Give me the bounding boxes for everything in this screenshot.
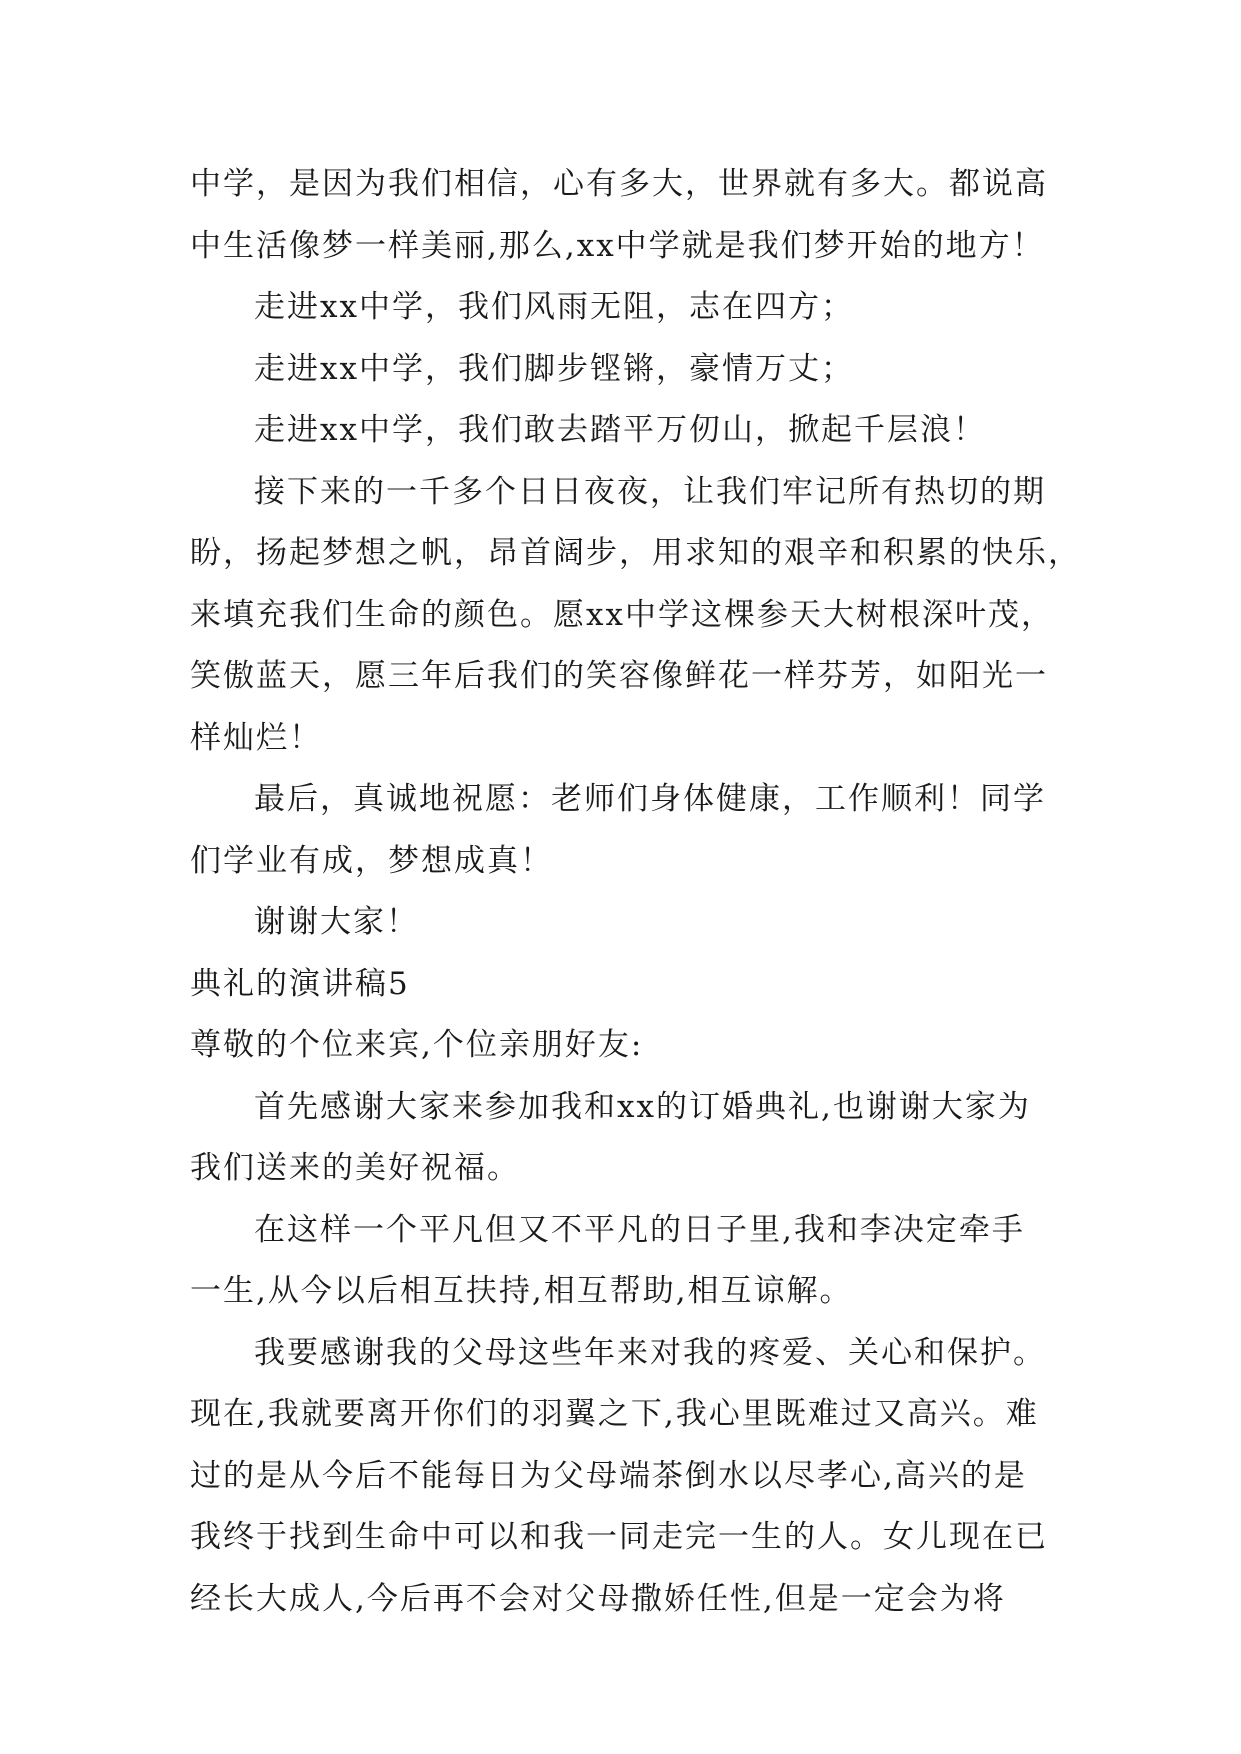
text-line: 走进xx中学，我们风雨无阻，志在四方； <box>254 289 854 325</box>
text-line: 我们送来的美好祝福。 <box>190 1150 520 1186</box>
text-line: 过的是从今后不能每日为父母端茶倒水以尽孝心,高兴的是 <box>190 1457 1027 1494</box>
text-line: 盼，扬起梦想之帆，昂首阔步，用求知的艰辛和积累的快乐， <box>190 535 1081 571</box>
text-line: 走进xx中学，我们敢去踏平万仞山，掀起千层浪！ <box>254 412 986 448</box>
text-line: 现在,我就要离开你们的羽翼之下,我心里既难过又高兴。难 <box>190 1396 1039 1432</box>
section-heading: 典礼的演讲稿5 <box>190 965 410 1002</box>
text-line: 一生,从今以后相互扶持,相互帮助,相互谅解。 <box>190 1273 853 1309</box>
text-line: 首先感谢大家来参加我和xx的订婚典礼,也谢谢大家为 <box>254 1088 1031 1125</box>
text-line: 中学，是因为我们相信，心有多大，世界就有多大。都说高 <box>190 166 1048 202</box>
text-line: 笑傲蓝天，愿三年后我们的笑容像鲜花一样芬芳，如阳光一 <box>190 658 1048 694</box>
text-line: 来填充我们生命的颜色。愿xx中学这棵参天大树根深叶茂， <box>190 596 1054 633</box>
text-line: 经长大成人,今后再不会对父母撒娇任性,但是一定会为将 <box>190 1580 1006 1617</box>
text-line: 样灿烂！ <box>190 719 322 756</box>
text-line: 中生活像梦一样美丽,那么,xx中学就是我们梦开始的地方！ <box>190 227 1045 264</box>
text-line: 们学业有成，梦想成真！ <box>190 842 553 879</box>
text-line: 谢谢大家！ <box>254 904 419 940</box>
text-line: 我要感谢我的父母这些年来对我的疼爱、关心和保护。 <box>254 1334 1046 1371</box>
text-line: 接下来的一千多个日日夜夜，让我们牢记所有热切的期 <box>254 473 1046 510</box>
document-body <box>190 154 1081 1630</box>
text-line: 走进xx中学，我们脚步铿锵，豪情万丈； <box>254 350 854 387</box>
text-line: 在这样一个平凡但又不平凡的日子里,我和李决定牵手 <box>254 1211 1025 1248</box>
text-line: 最后，真诚地祝愿：老师们身体健康，工作顺利！同学 <box>254 781 1046 817</box>
salutation: 尊敬的个位来宾,个位亲朋好友: <box>190 1027 644 1063</box>
text-line: 我终于找到生命中可以和我一同走完一生的人。女儿现在已 <box>190 1519 1048 1555</box>
